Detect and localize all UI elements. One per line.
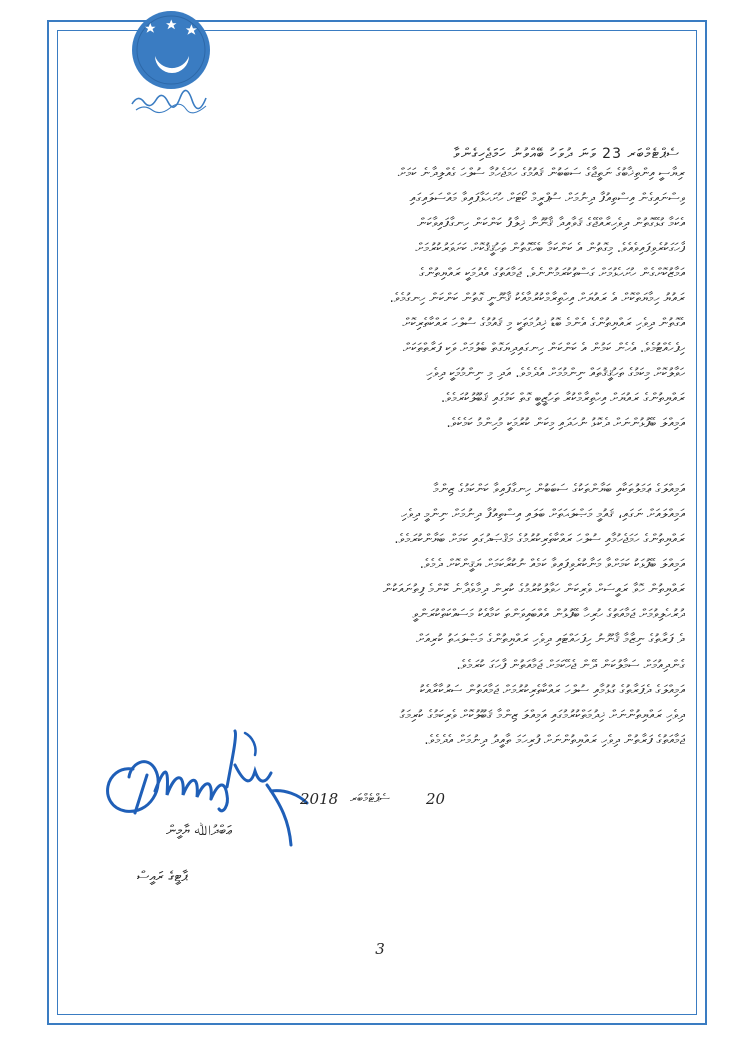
- text-line: ވިސްނައިގެން އިސްތިއުފާ ދިނުމަށް ސުޕްރީމް ކޯޓަށް ހުށަހަޅާފައިވާ މައްސަލައިގައި: [409, 191, 685, 206]
- meeting-date-heading: ސެޕްޓެމްބަރ 23 ވަނަ ދުވަހު ބޭއްވުނު ހަމަޖެހިގެންވާ: [453, 146, 680, 162]
- signing-date-day: 20: [426, 790, 446, 808]
- text-line: އެގޮތުން ދިވެހި ރައްޔިތުންގެ އެންމެ ބޮޑު ޚިދުމަތަކީ މި ޤައުމުގެ ސުލްހަ ރައްކާތެރިކޮށް: [402, 316, 685, 331]
- signing-date-month: ސެޕްޓެމްބަރ: [350, 791, 390, 805]
- party-logo-icon: [128, 6, 214, 116]
- text-line: އެކަމާ ގުޅޭގޮތުން ދިވެހިރާއްޖޭގެ ޤަވާއިދާ ޤާނޫނާ ޚިލާފު ކަންކަން ހިނގާފައިވާކަން: [417, 216, 685, 231]
- body-paragraph-1: [110, 166, 685, 441]
- text-line: ޖަމާއަތުގެ ފަރާތުން ދިވެހި ރައްޔިތުންނަށް ފުރިހަމަ ތާއީދު ދިނުމަށް އެދެމެވެ.: [424, 733, 685, 748]
- text-line: ދެ ފަރާތުގެ ނިޒާމާ ޤާނޫނު ހިފަހައްޓައި ދިވެހި ރައްޔިތުންގެ މަޞްލަޙަތު ކުރިއަށް: [416, 632, 685, 647]
- signatory-name: ޢަބްދުﷲ ޔާމީން: [166, 823, 233, 839]
- text-line: އަމާޒުކޮށްގެން ހުށަހެޅުމަށް ގަސްތުކުރަމުންނެވެ. ޖަމާއަތުގެ އެދުމަކީ ރައްޔިތުންގެ: [419, 266, 685, 281]
- text-line: އަމިއްލަގެ ދެފަރާތުގެ ގުޅުމާއި ސުލްހަ ރައްކާތެރިކުރުމަށް ޖަމާއަތުން ސަރުކާރާއެކު: [419, 683, 685, 698]
- body-paragraph-2: [110, 482, 685, 657]
- text-line: ފާހަގަކުރެވިފައިވެއެވެ. މިގޮތުން އެ ކަންކަމާ ބެހޭގޮތުން ތަހުޤީޤުކޮށް ކަށަވަރުކުރުމަށް: [415, 241, 685, 256]
- text-line: ދިވެހި ރައްޔިތުންނަށް ޚިދުމަތްކުރުމުގައި އަމިއްލަ ޒިންމާ ޤަބޫލުކޮށް ވެރިކަމުގެ ކުރިމަގު: [399, 708, 685, 723]
- text-line: ހަވާލުކޮށް މިކަމުގެ ތަހުޤީޤުތައް ނިންމުމަށް އެދެމެވެ. އަދި މި ނިންމުމަކީ ދިވެހި: [426, 366, 685, 381]
- signing-date-year: 2018: [300, 790, 339, 808]
- text-line: ރައްޔިތުންގެ ރައުޔަށް އިހްތިރާމްކުރާ ތަހުޒީބީ ގޮތް ކަމުގައި ޤަބޫލުކުރަމެވެ.: [440, 391, 685, 406]
- text-line: އަމިއްލައަށް ނަގައި، ޤައުމީ މަޞްލަޙަތަށް ބަލައި އިސްތިއުފާ ދިނުމަށް ނިންމީ ދިވެހި: [401, 507, 685, 522]
- signatory-title: ޕާޓީގެ ރައީސް: [137, 869, 188, 885]
- page-number: 3: [375, 940, 385, 958]
- text-line: ދުރުހެލިވުމަށް ޖަމާއަތުގެ ހުރިހާ ބޭފުޅުން އެއްބައިވަންތަ ކަމާއެކު މަސައްކަތްކުރަންވީ: [412, 607, 685, 622]
- text-line: ރައްޔިތުން ހޮވާ ރައީސަށް ވެރިކަން ހަވާލުކުރުމުގެ ކުރިން ދިމާވެދާނެ ކޮންމެ ފިތުނައަކުން: [382, 582, 685, 597]
- text-line: ރިޔާސީ އިންތިޚާބުގެ ނަތީޖާގެ ސަބަބުން ޤައުމުގެ ހަމަޖެހުމާ ސުލްހަ ގެއްލިދާނެ ކަމަށް: [397, 166, 685, 181]
- handwritten-signature: [95, 725, 325, 860]
- text-line: ގެންދިއުމަށް ސަމާލުކަން ދޭން ޖެހޭކަމަށް ޖަމާއަތުން ފާހަގަ ކުރަމެވެ.: [456, 658, 685, 673]
- text-line: އަމިއްލަގެ ޢަމަލުތަކާއި ބަޔާންތަކުގެ ސަބަބުން ހިނގާފައިވާ ކަންކަމުގެ ޒިންމާ: [433, 482, 685, 497]
- text-line: އަމިއްލަ ބޭފުޅުންނަށް ދެކޮޅު ނުހަދައި މިކަން ކުރުމަކީ މުހިންމު ކަމެކެވެ.: [446, 416, 685, 431]
- text-line: އަމިއްލަ ބޭފުޅަކު ކަމަށްވާ މަނާކުރެވިފައިވާ ކަމެއް ނުކުރާކަމަށް ޔަޤީންކޮށް ދެމެވެ.: [419, 557, 685, 572]
- text-line: ހިފެހެއްޓުމެވެ. އެހެން ކަމުން އެ ކަންކަން ހިނގައިދިޔަގޮތް ބެލުމަށް ވަކި ފަރާތްތަކަށް: [403, 341, 685, 356]
- text-line: ރައުޔު ހިމާޔަތްކޮށް އެ ރައުޔަށް އިހްތިރާމްކުރުމާއެކު ޤާނޫނީ ގޮތުން ކަންކަން ހިނގުމެވެ.: [389, 291, 685, 306]
- text-line: ރައްޔިތުންގެ ހަމަޖެހުމާއި ސުލްހަ ރައްކާތެރިކުރުމުގެ މަޤްޞަދުގައި ކަމަށް ބަޔާންކުރަމެވެ.: [394, 532, 685, 547]
